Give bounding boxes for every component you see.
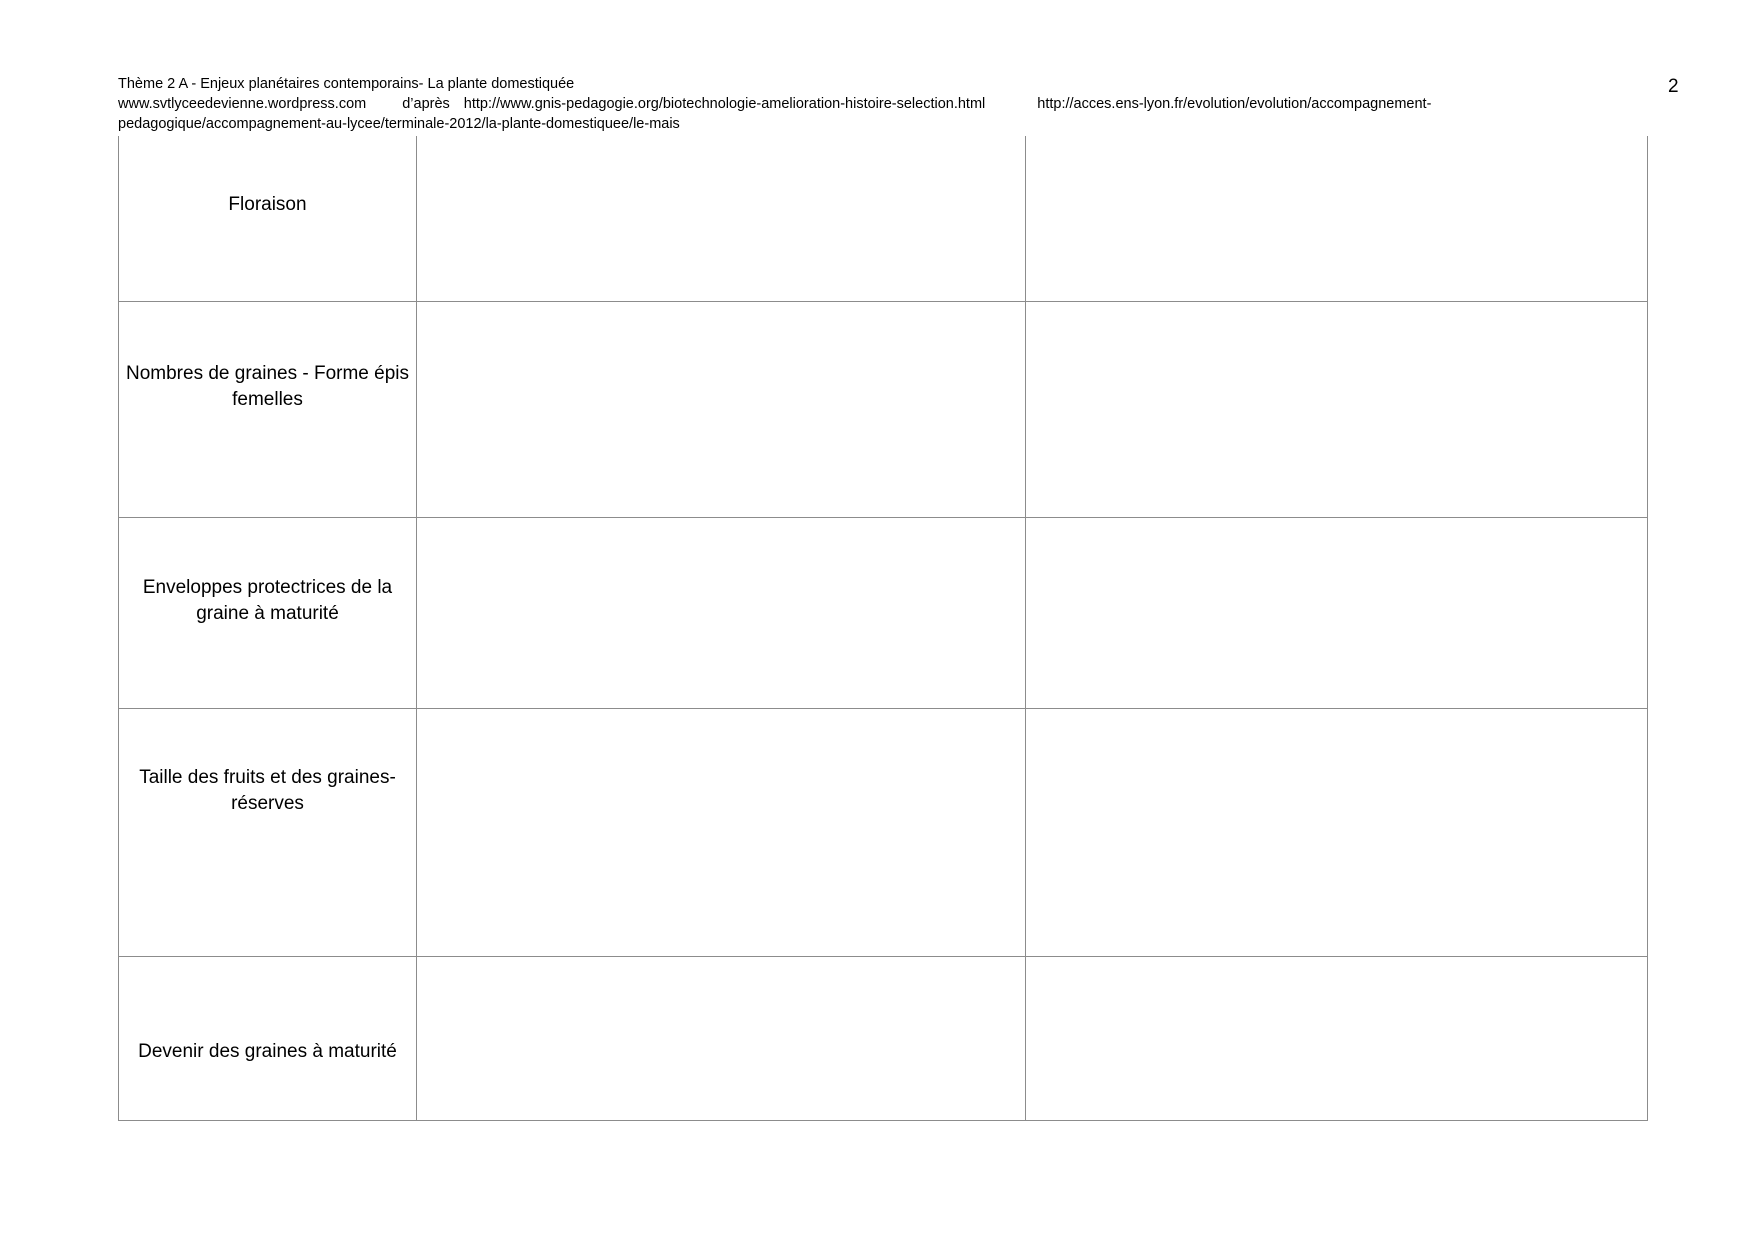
table-row-nombre-graines bbox=[119, 302, 1647, 518]
page-header bbox=[118, 74, 1598, 134]
answer-cell[interactable] bbox=[417, 518, 1026, 708]
answer-cell[interactable] bbox=[417, 709, 1026, 956]
row-label-cell bbox=[119, 136, 417, 301]
answer-cell[interactable] bbox=[417, 302, 1026, 517]
row-label-cell bbox=[119, 957, 417, 1121]
row-label-cell bbox=[119, 518, 417, 708]
row-label: Devenir des graines à maturité bbox=[138, 1041, 397, 1062]
ens-link-part2[interactable]: pedagogique/accompagnement-au-lycee/terminale-2012/la-plante-domestiquee/le-mais bbox=[118, 116, 680, 132]
answer-cell[interactable] bbox=[1026, 518, 1647, 708]
answer-cell[interactable] bbox=[417, 957, 1026, 1121]
row-label: Taille des fruits et des graines-réserves bbox=[139, 767, 396, 814]
row-label: Nombres de graines - Forme épis femelles bbox=[126, 363, 409, 410]
table-row-taille-fruits bbox=[119, 709, 1647, 957]
table-row-enveloppes bbox=[119, 518, 1647, 709]
answer-cell[interactable] bbox=[417, 136, 1026, 301]
table-row-floraison bbox=[119, 136, 1647, 302]
row-label-cell bbox=[119, 302, 417, 517]
page-number: 2 bbox=[1668, 76, 1679, 97]
apres-text: d’après bbox=[402, 96, 450, 112]
row-label: Floraison bbox=[228, 194, 307, 215]
answer-cell[interactable] bbox=[1026, 136, 1647, 301]
row-label-cell bbox=[119, 709, 417, 956]
site-link[interactable]: www.svtlyceedevienne.wordpress.com bbox=[118, 96, 367, 112]
comparison-table bbox=[118, 136, 1648, 1121]
ens-link-part1[interactable]: http://acces.ens-lyon.fr/evolution/evolution/accompagnement- bbox=[1037, 96, 1432, 112]
gnis-link[interactable]: http://www.gnis-pedagogie.org/biotechnologie-amelioration-histoire-selection.html bbox=[463, 96, 986, 112]
answer-cell[interactable] bbox=[1026, 302, 1647, 517]
answer-cell[interactable] bbox=[1026, 709, 1647, 956]
row-label: Enveloppes protectrices de la graine à maturité bbox=[142, 577, 393, 624]
answer-cell[interactable] bbox=[1026, 957, 1647, 1121]
table-row-devenir-graines bbox=[119, 957, 1647, 1121]
theme-title: Thème 2 A - Enjeux planétaires contemporains- La plante domestiquée bbox=[118, 76, 575, 92]
